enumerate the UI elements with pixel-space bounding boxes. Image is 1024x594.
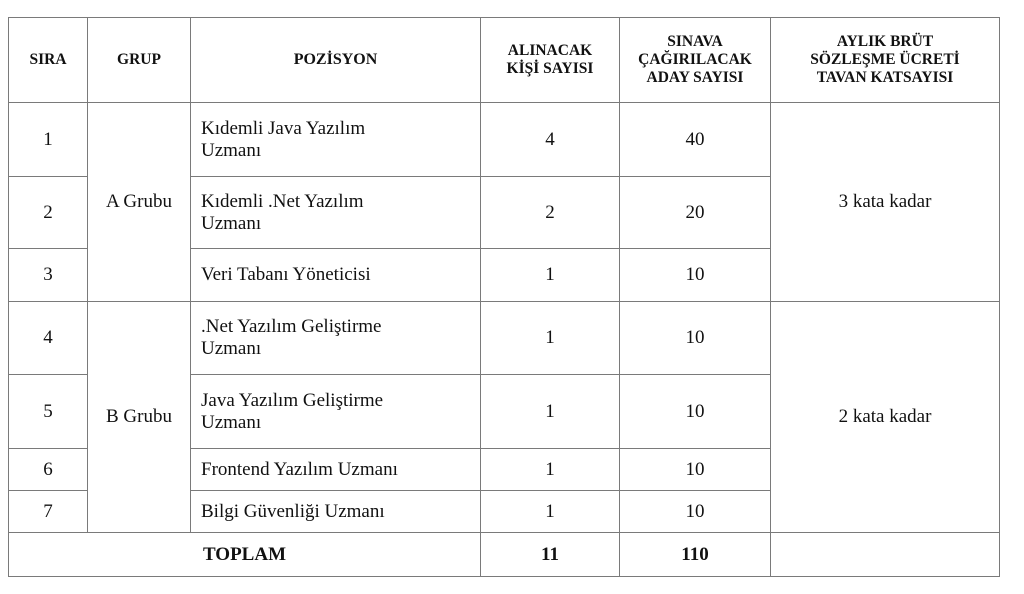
- cell-alinacak: 1: [481, 491, 620, 533]
- pozisyon-line2: Uzmanı: [201, 139, 262, 161]
- pozisyon-line1: Frontend Yazılım Uzmanı: [201, 458, 398, 480]
- header-pozisyon: POZİSYON: [191, 18, 481, 103]
- cell-sira: 2: [9, 177, 88, 249]
- header-row: [9, 18, 1000, 103]
- cell-grup-b: B Grubu: [88, 302, 191, 533]
- cell-pozisyon: [191, 103, 481, 177]
- cell-aday: 20: [620, 177, 771, 249]
- total-empty-cell: [771, 533, 1000, 577]
- pozisyon-line1: .Net Yazılım Geliştirme: [201, 316, 382, 337]
- header-alinacak-line2: KİŞİ SAYISI: [506, 60, 594, 77]
- cell-aday: 10: [620, 491, 771, 533]
- total-label: TOPLAM: [9, 533, 481, 577]
- cell-pozisyon: [191, 375, 481, 449]
- cell-pozisyon: [191, 249, 481, 302]
- positions-table: [8, 17, 1000, 577]
- cell-sira: 4: [9, 302, 88, 375]
- cell-alinacak: 4: [481, 103, 620, 177]
- pozisyon-line1: Java Yazılım Geliştirme: [201, 389, 384, 411]
- cell-pozisyon: [191, 491, 481, 533]
- cell-aday: 10: [620, 302, 771, 375]
- cell-aday: 40: [620, 103, 771, 177]
- header-sinava: [620, 18, 771, 103]
- table-row: [9, 302, 1000, 375]
- cell-aday: 10: [620, 449, 771, 491]
- cell-sira: 1: [9, 103, 88, 177]
- cell-aday: 10: [620, 375, 771, 449]
- header-ucret: [771, 18, 1000, 103]
- cell-pozisyon: [191, 449, 481, 491]
- header-sira: SIRA: [9, 18, 88, 103]
- cell-alinacak: 1: [481, 249, 620, 302]
- table-row: [9, 103, 1000, 177]
- header-grup: GRUP: [88, 18, 191, 103]
- header-sinava-line1: SINAVA: [667, 33, 723, 50]
- cell-alinacak: 1: [481, 449, 620, 491]
- cell-pozisyon: [191, 302, 481, 375]
- pozisyon-line1: Kıdemli .Net Yazılım: [201, 190, 364, 212]
- cell-sira: 3: [9, 249, 88, 302]
- header-ucret-line1: AYLIK BRÜT: [836, 33, 934, 50]
- cell-aday: 10: [620, 249, 771, 302]
- cell-ucret-b: 2 kata kadar: [771, 302, 1000, 533]
- cell-pozisyon: [191, 177, 481, 249]
- pozisyon-line2: Uzmanı: [201, 212, 262, 234]
- cell-alinacak: 1: [481, 302, 620, 375]
- cell-ucret-a: 3 kata kadar: [771, 103, 1000, 302]
- cell-alinacak: 1: [481, 375, 620, 449]
- cell-sira: 7: [9, 491, 88, 533]
- header-ucret-line2: SÖZLEŞME ÜCRETİ: [810, 51, 960, 68]
- cell-sira: 6: [9, 449, 88, 491]
- cell-grup-a: A Grubu: [88, 103, 191, 302]
- header-ucret-line3: TAVAN KATSAYISI: [816, 69, 954, 86]
- pozisyon-line1: Bilgi Güvenliği Uzmanı: [201, 500, 385, 522]
- header-sinava-line2: ÇAĞIRILACAK: [638, 51, 752, 68]
- pozisyon-line2: Uzmanı: [201, 338, 262, 359]
- pozisyon-line1: Veri Tabanı Yöneticisi: [201, 264, 371, 285]
- total-alinacak: 11: [481, 533, 620, 577]
- pozisyon-line2: Uzmanı: [201, 411, 262, 433]
- header-sinava-line3: ADAY SAYISI: [646, 69, 744, 86]
- total-aday: 110: [620, 533, 771, 577]
- header-alinacak: [481, 18, 620, 103]
- total-row: [9, 533, 1000, 577]
- pozisyon-line1: Kıdemli Java Yazılım: [201, 117, 366, 139]
- cell-sira: 5: [9, 375, 88, 449]
- cell-alinacak: 2: [481, 177, 620, 249]
- header-alinacak-line1: ALINACAK: [507, 42, 593, 59]
